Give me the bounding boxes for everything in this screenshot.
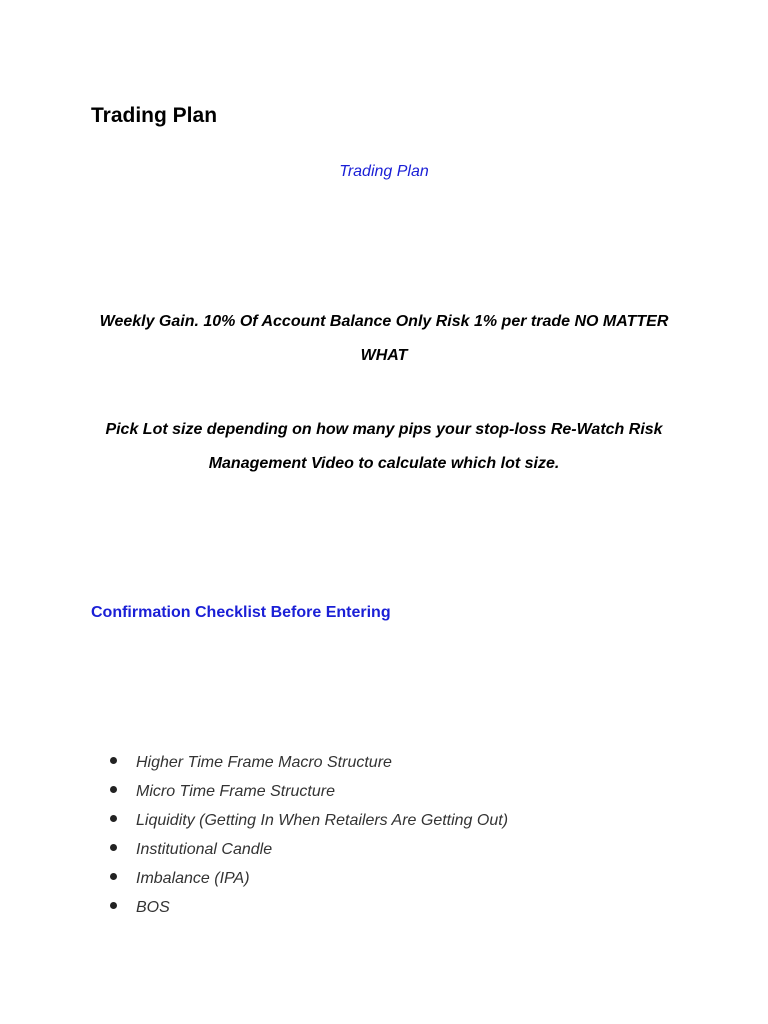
list-item-text: Imbalance (IPA)	[136, 870, 250, 887]
bullet-icon	[110, 844, 117, 851]
confirmation-checklist	[110, 750, 508, 924]
list-item	[110, 779, 508, 808]
list-item	[110, 866, 508, 895]
checklist-heading: Confirmation Checklist Before Entering	[91, 604, 391, 621]
list-item	[110, 808, 508, 837]
bullet-icon	[110, 815, 117, 822]
bullet-icon	[110, 873, 117, 880]
bullet-icon	[110, 757, 117, 764]
list-item-text: Institutional Candle	[136, 841, 273, 858]
list-item-text: Higher Time Frame Macro Structure	[136, 754, 392, 771]
list-item-text: Micro Time Frame Structure	[136, 783, 335, 800]
weekly-gain-paragraph: Weekly Gain. 10% Of Account Balance Only Risk 1% per trade NO MATTER WHAT	[99, 313, 669, 364]
subtitle-link[interactable]: Trading Plan	[339, 163, 429, 180]
list-item-text: BOS	[136, 899, 170, 916]
list-item	[110, 895, 508, 924]
list-item	[110, 837, 508, 866]
bullet-icon	[110, 902, 117, 909]
list-item	[110, 750, 508, 779]
document-title: Trading Plan	[91, 104, 218, 127]
list-item-text: Liquidity (Getting In When Retailers Are Getting Out)	[136, 812, 509, 829]
bullet-icon	[110, 786, 117, 793]
lot-size-paragraph: Pick Lot size depending on how many pips your stop-loss Re-Watch Risk Management Video to calculate which lot size.	[105, 421, 663, 472]
